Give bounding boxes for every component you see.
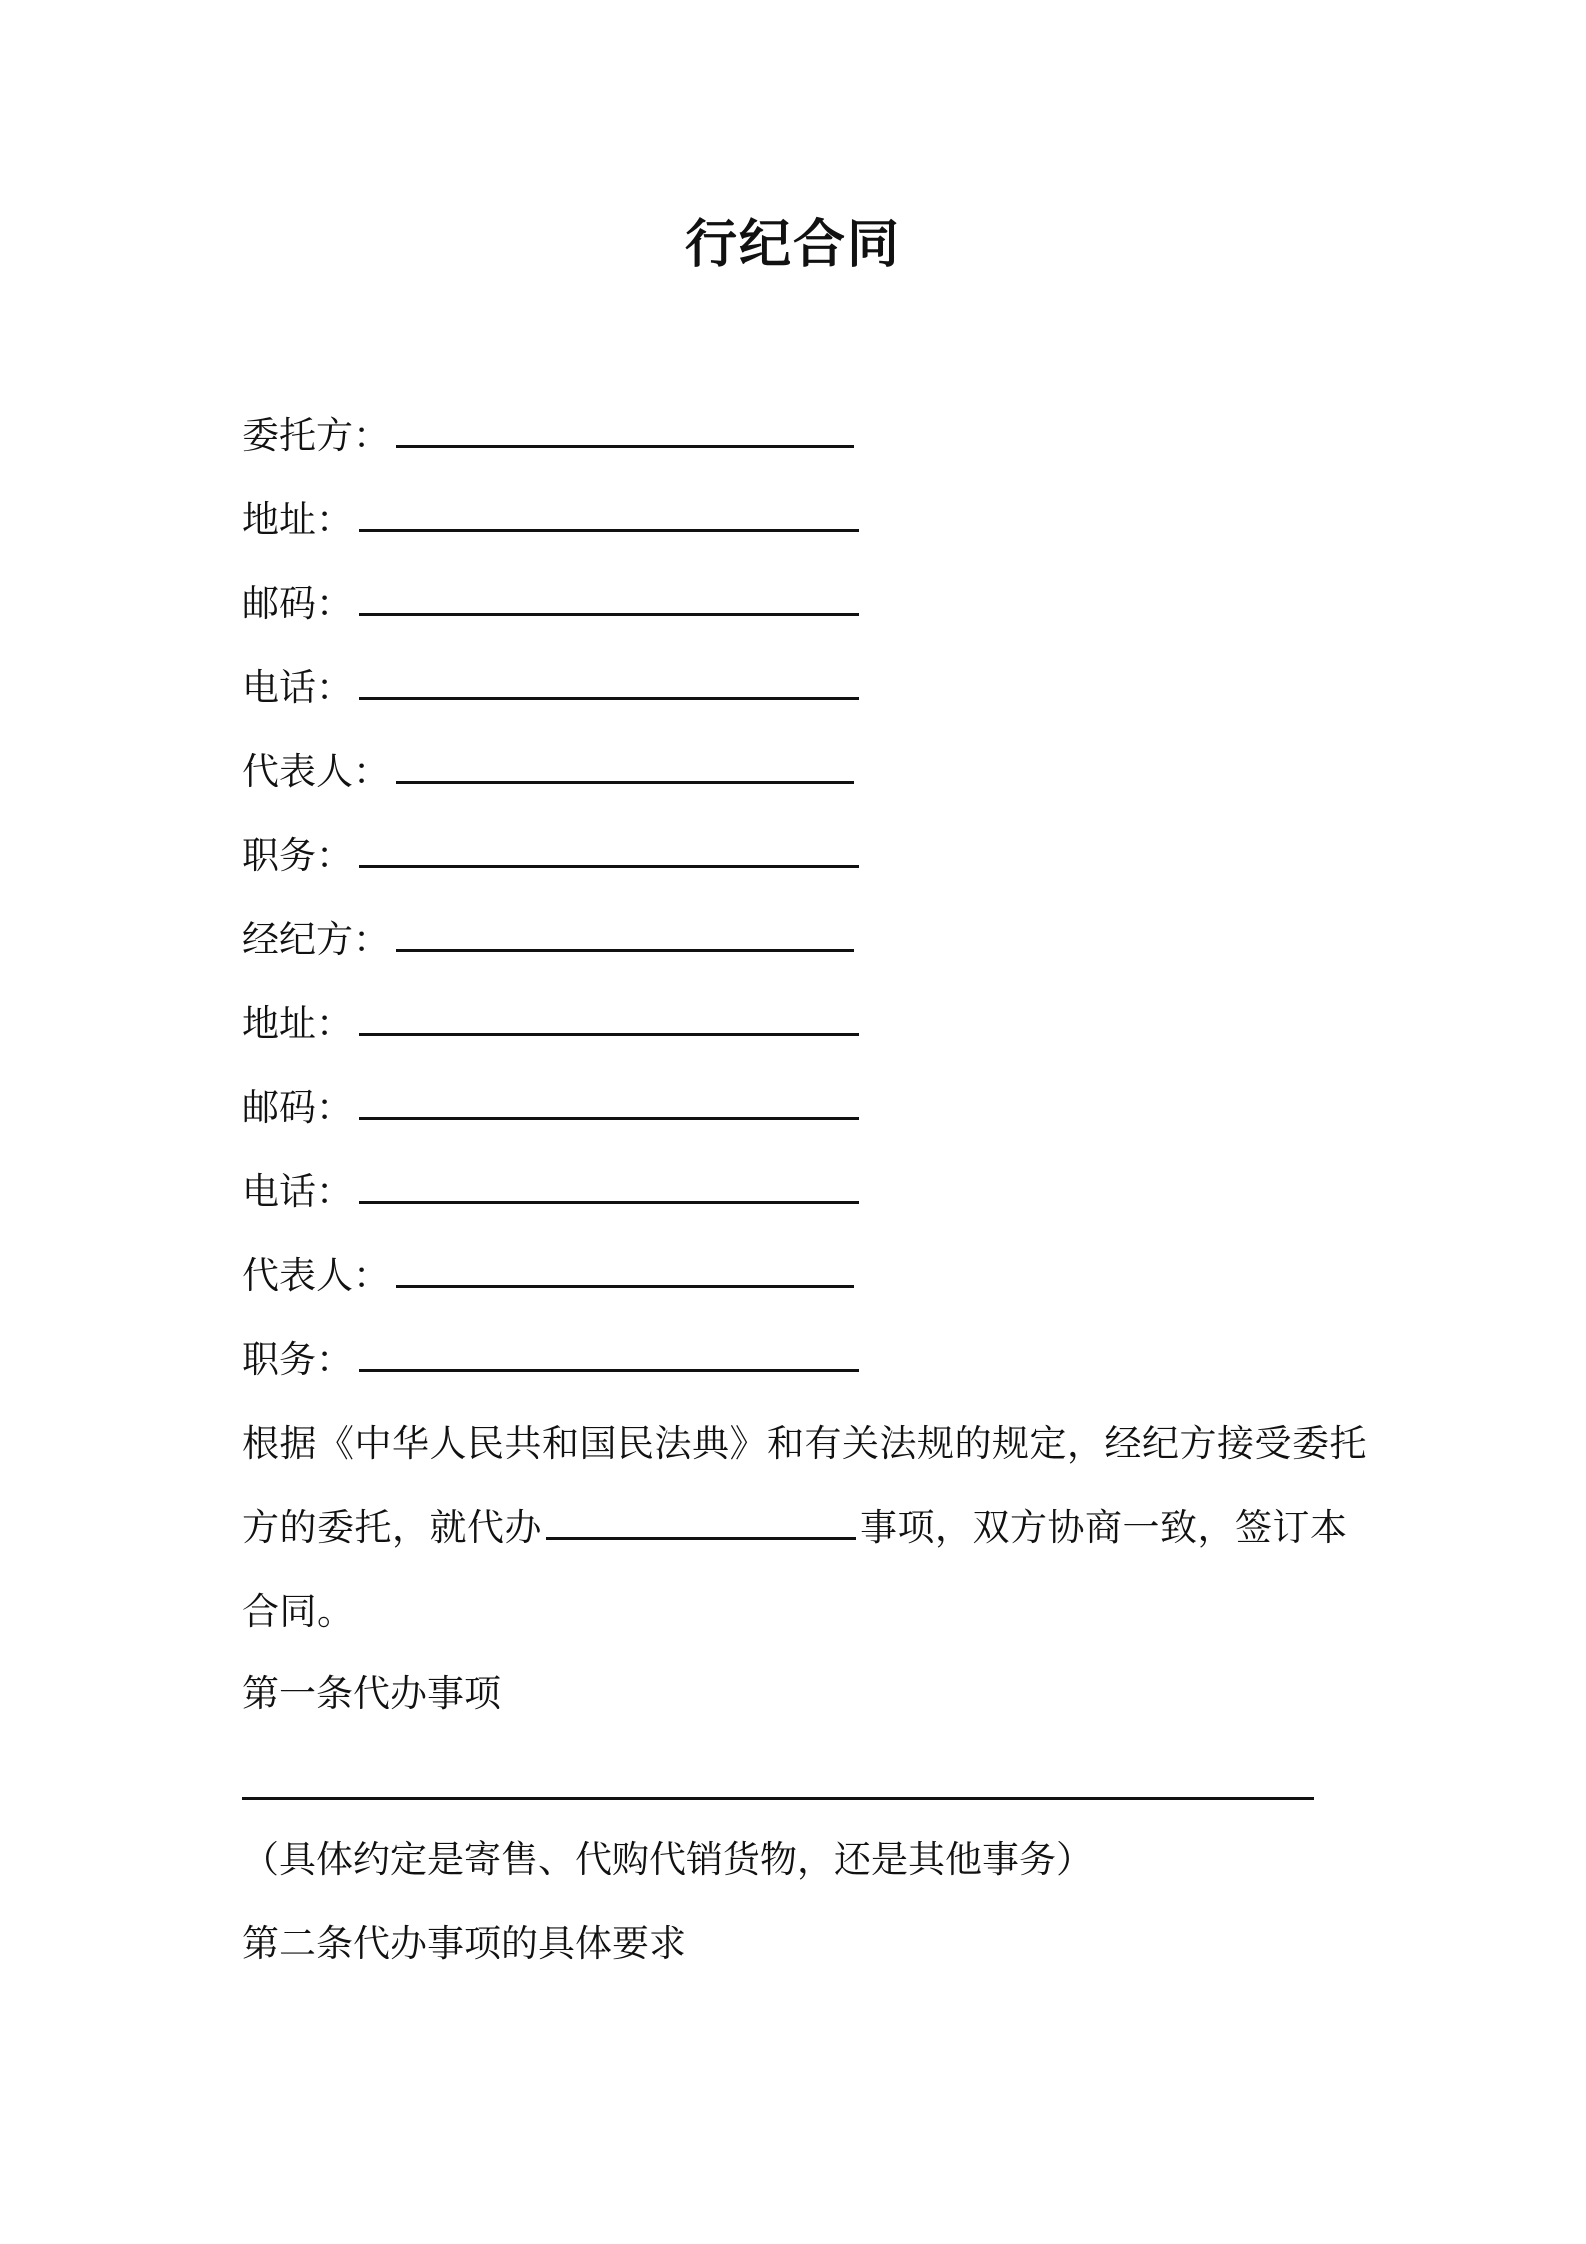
- fill-blank: [396, 919, 854, 952]
- field-label: 经纪方：: [242, 918, 390, 961]
- preamble-line: 根据《中华人民共和国民法典》和有关法规的规定，经纪方接受委托: [242, 1422, 1367, 1465]
- party-field-postcode: [242, 1082, 859, 1134]
- field-label: 电话：: [242, 666, 353, 709]
- field-label: 地址：: [242, 1002, 353, 1045]
- field-label: 代表人：: [242, 1254, 390, 1297]
- field-label: 电话：: [242, 1170, 353, 1213]
- party-field-postcode: [242, 578, 859, 630]
- preamble-line: 合同。: [242, 1590, 355, 1633]
- article-heading: 第二条代办事项的具体要求: [242, 1922, 686, 1965]
- field-label: 邮码：: [242, 582, 353, 625]
- party-field-representative: [242, 1250, 854, 1302]
- fill-blank: [359, 583, 859, 616]
- fill-blank: [359, 1339, 859, 1372]
- field-label: 委托方：: [242, 414, 390, 457]
- article-fill-line: [242, 1762, 1314, 1814]
- fill-blank: [242, 1767, 1314, 1800]
- preamble-text: 方的委托，就代办: [242, 1506, 542, 1549]
- party-field-broker: [242, 914, 854, 966]
- article-heading: 第一条代办事项: [242, 1672, 501, 1715]
- fill-blank: [359, 1003, 859, 1036]
- party-field-address: [242, 494, 859, 546]
- party-field-phone: [242, 662, 859, 714]
- fill-blank: [396, 415, 854, 448]
- field-label: 职务：: [242, 1338, 353, 1381]
- fill-blank: [396, 751, 854, 784]
- fill-blank: [546, 1507, 856, 1540]
- fill-blank: [396, 1255, 854, 1288]
- field-label: 代表人：: [242, 750, 390, 793]
- fill-blank: [359, 667, 859, 700]
- field-label: 职务：: [242, 834, 353, 877]
- fill-blank: [359, 499, 859, 532]
- fill-blank: [359, 1087, 859, 1120]
- document-title: 行纪合同: [684, 215, 901, 275]
- party-field-position: [242, 1334, 859, 1386]
- party-field-phone: [242, 1166, 859, 1218]
- field-label: 邮码：: [242, 1086, 353, 1129]
- fill-blank: [359, 1171, 859, 1204]
- party-field-representative: [242, 746, 854, 798]
- preamble-line: [242, 1502, 1348, 1554]
- party-field-address: [242, 998, 859, 1050]
- party-field-principal: [242, 410, 854, 462]
- party-field-position: [242, 830, 859, 882]
- field-label: 地址：: [242, 498, 353, 541]
- article-note: （具体约定是寄售、代购代销货物，还是其他事务）: [242, 1838, 1093, 1881]
- fill-blank: [359, 835, 859, 868]
- preamble-text: 事项，双方协商一致，签订本: [860, 1506, 1348, 1549]
